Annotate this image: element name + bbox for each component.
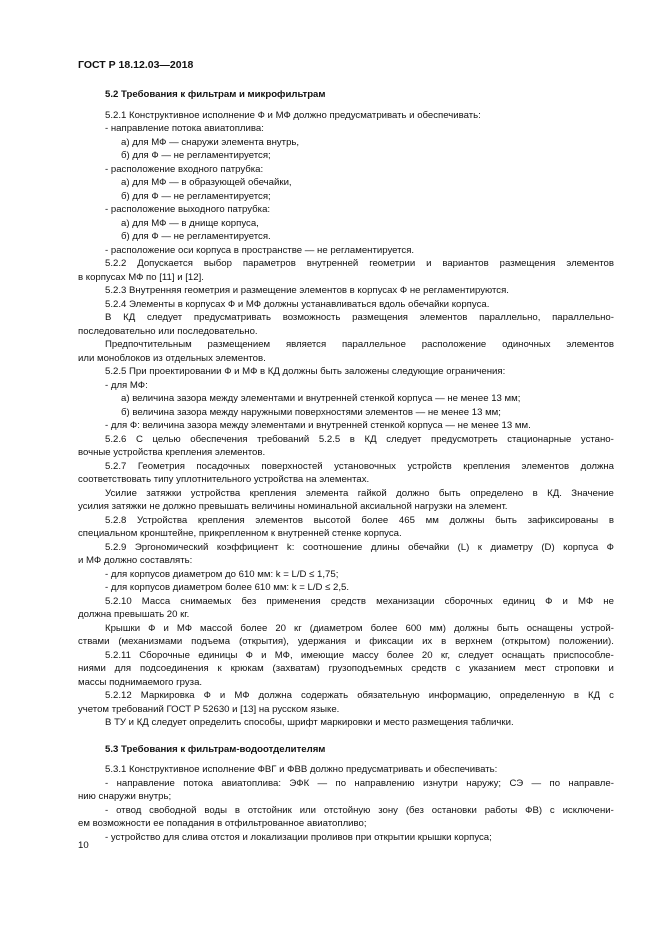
word: направле- (568, 777, 614, 789)
word: средств (411, 663, 447, 674)
word: положении). (558, 636, 614, 647)
word: параметров (242, 258, 296, 269)
text-line: нию снаружи внутрь; (78, 791, 172, 802)
word: механизации (376, 595, 435, 607)
word: КД. (547, 487, 562, 499)
word: в (441, 636, 447, 647)
text-line: а) для МФ — снаружи элемента внутрь, (121, 136, 300, 148)
word: зафиксированы (527, 514, 599, 526)
word: 5.2.6 (105, 433, 127, 445)
text-line (78, 649, 614, 663)
word: исключени- (562, 804, 614, 816)
word: целью (152, 433, 181, 445)
word: следует (458, 649, 494, 661)
word: расположение (421, 339, 487, 350)
word: элементов (419, 312, 468, 323)
text-line: - расположение выходного патрубка: (105, 204, 271, 215)
word: авиатоплива: (221, 777, 282, 789)
word: элементов (566, 339, 614, 350)
word: должно (396, 487, 430, 499)
word: в (608, 514, 614, 526)
word: подъема (191, 636, 231, 647)
text-line: - расположение входного патрубка: (105, 163, 264, 175)
word: элементов (566, 258, 614, 269)
word: средств (330, 595, 367, 607)
word: 5.2.12 (105, 690, 132, 701)
word: следует (146, 312, 183, 323)
text-line (78, 541, 614, 555)
word: должны (449, 514, 485, 526)
text-line (78, 433, 614, 447)
word: одиночных (502, 339, 551, 350)
text-line (78, 487, 614, 501)
text-line (78, 595, 614, 609)
word: обязательную (357, 690, 420, 701)
word: обечайки (408, 541, 450, 553)
word: и (426, 258, 432, 269)
word: 5.2.5 (318, 433, 341, 445)
standard-designation: ГОСТ Р 18.12.03—2018 (78, 59, 194, 71)
word: устройств (407, 460, 452, 472)
section-heading: 5.2 Требования к фильтрам и микрофильтрам (105, 89, 326, 100)
word: корпуса (563, 541, 599, 553)
text-line: в корпусах МФ по [11] и [12]. (78, 271, 204, 283)
text-line: а) для МФ — в образующей обечайки, (121, 177, 292, 188)
word: в (573, 690, 579, 701)
word: и (163, 622, 169, 634)
word: более (361, 514, 389, 526)
word: Предпочтительным (105, 339, 192, 350)
word: ФВ) (525, 804, 543, 816)
word: Маркировка (140, 690, 195, 701)
word: зону (378, 804, 398, 816)
word: высотой (313, 514, 351, 526)
word: определенную (499, 690, 565, 701)
word: свободной (149, 804, 197, 816)
word: информацию, (428, 690, 491, 701)
word: Ф (148, 622, 156, 634)
word: быть (438, 487, 461, 499)
word: или (299, 804, 317, 816)
word: КД (587, 690, 601, 701)
word: крепления (249, 487, 297, 499)
word: параллельно- (552, 312, 614, 323)
word: элемента (305, 487, 349, 499)
word: устройства (190, 487, 241, 499)
word: Устройства (137, 514, 188, 526)
word: более (386, 649, 414, 661)
word: выбор (203, 258, 232, 269)
word: ниями (78, 663, 106, 674)
word: и (608, 663, 614, 674)
text-line: В ТУ и КД следует определить способы, шрифт маркировки и место размещения таблички. (105, 717, 514, 728)
word: — (531, 777, 542, 789)
word: их (422, 636, 433, 647)
text-line (78, 460, 614, 474)
word: Ф (203, 690, 211, 701)
word: с (609, 690, 614, 701)
word: массу (352, 649, 379, 661)
word: строповки (554, 663, 600, 674)
word: сборочных (444, 595, 493, 607)
word: вариантов (442, 258, 489, 269)
word: параллельное (341, 339, 406, 350)
word: крепления (463, 460, 511, 472)
word: ЭФК (289, 777, 310, 789)
word: диаметру (490, 541, 533, 553)
word: и (562, 595, 568, 607)
word: 20 (421, 649, 433, 661)
word: Крышки (105, 622, 141, 634)
word: приспособле- (553, 649, 614, 661)
word: оснащать (501, 649, 545, 661)
word: остановки (431, 804, 477, 816)
word: воды (204, 804, 227, 816)
word: мест (524, 663, 546, 674)
text-line: б) величина зазора между наружными поверхностями элементов — не менее 13 мм; (121, 406, 501, 418)
word: Геометрия (137, 460, 185, 472)
word: кг, (440, 649, 451, 661)
word: 20 (275, 622, 286, 634)
word: Сборочные (139, 649, 190, 661)
word: С (135, 433, 143, 445)
word: верхнем (455, 636, 493, 647)
word: посадочных (196, 460, 250, 472)
word: должна (580, 460, 614, 472)
word: (захватам) (272, 663, 320, 674)
word: массой (200, 622, 233, 634)
word: СЭ (509, 777, 524, 789)
word: и (219, 690, 226, 701)
text-line (78, 662, 614, 676)
text-line: - для МФ: (105, 379, 148, 391)
text-line: - направление потока авиатоплива: (105, 123, 264, 134)
word: размещения (352, 312, 409, 323)
word: по (549, 777, 561, 789)
word: без (241, 595, 257, 607)
word: не (603, 595, 614, 607)
word: отстойник (247, 804, 292, 816)
word: и (261, 649, 267, 661)
word: Эргономический (134, 541, 209, 553)
word: Ф (245, 649, 253, 661)
word: (открытом) (501, 636, 551, 647)
text-line: 5.2.4 Элементы в корпусах Ф и МФ должны устанавливаться вдоль обечайки корпуса. (105, 298, 490, 310)
text-line: б) для Ф — не регламентируется. (121, 231, 271, 242)
word: более (370, 622, 398, 634)
word: (диаметром (309, 622, 363, 634)
text-line: и МФ должно составлять: (78, 555, 193, 566)
text-line: - для корпусов диаметром до 610 мм: k = L/D ≤ 1,75; (105, 568, 339, 580)
word: затяжки (146, 487, 182, 499)
word: возможность (282, 312, 341, 323)
word: 5.2.10 (105, 595, 132, 607)
word: размещения (499, 258, 556, 269)
section-heading: 5.3 Требования к фильтрам-водоотделителям (105, 743, 326, 755)
text-line: а) для МФ — в днище корпуса, (121, 217, 259, 229)
word: (открытия), (238, 636, 289, 647)
word: в (532, 487, 538, 499)
word: отстойную (323, 804, 371, 816)
word: мм) (429, 622, 446, 634)
word: снимаемых (180, 595, 232, 607)
word: крепления (197, 514, 245, 526)
word: предусматривать (193, 312, 271, 323)
word: установочных (334, 460, 396, 472)
document-body (78, 88, 614, 844)
text-line: 5.2.3 Внутренняя геометрия и размещение элементов в корпусах Ф не регламентируются. (105, 285, 509, 296)
text-line: - для корпусов диаметром более 610 мм: k = L/D ≤ 2,5. (105, 582, 350, 593)
word: следует (386, 433, 422, 445)
word: устрой- (580, 622, 614, 634)
word: быть (495, 514, 517, 526)
word: удержания (297, 636, 347, 647)
word: Значение (571, 487, 614, 499)
word: является (285, 339, 327, 350)
word: обеспечения (190, 433, 248, 445)
text-line: - расположение оси корпуса в пространстве — не регламентируется. (105, 244, 415, 256)
word: наружу; (466, 777, 502, 789)
word: размещением (207, 339, 271, 350)
word: элементов (521, 460, 570, 472)
word: длины (370, 541, 400, 553)
word: в (234, 804, 240, 816)
text-line: 5.3.1 Конструктивное исполнение ФВГ и ФВВ должно предусматривать и обеспечивать: (105, 764, 498, 775)
word: Ф (545, 595, 553, 607)
word: МФ (234, 690, 250, 701)
word: - (105, 804, 109, 816)
word: определено (470, 487, 524, 499)
word: гайкой (357, 487, 387, 499)
text-line: специальном кронштейне, прикрепленном к внутренней стенке корпуса. (78, 528, 402, 539)
text-line: а) величина зазора между элементами и внутренней стенкой корпуса — не менее 13 мм; (121, 393, 521, 404)
page-number: 10 (78, 840, 89, 851)
word: (без (405, 804, 424, 816)
word: стационарные (507, 433, 572, 445)
text-line: б) для Ф — не регламентируется; (121, 190, 271, 202)
word: указанием (468, 663, 516, 674)
word: более (240, 622, 268, 634)
word: поверхностей (261, 460, 323, 472)
word: и (355, 636, 361, 647)
word: КД (123, 312, 136, 323)
word: единиц (502, 595, 536, 607)
word: 5.2.7 (105, 460, 127, 472)
word: изнутри (422, 777, 458, 789)
word: единицы (198, 649, 238, 661)
word: по (335, 777, 347, 789)
text-line: последовательно или последовательно. (78, 325, 258, 337)
word: должны (453, 622, 489, 634)
word: с (455, 663, 461, 674)
word: элементов (255, 514, 303, 526)
word: 5.2.8 (105, 514, 127, 526)
text-line: 5.2.5 При проектировании Ф и МФ в КД должны быть заложены следующие ограничения: (105, 366, 506, 377)
word: коэффициент (216, 541, 279, 553)
word: МФ (578, 595, 594, 607)
word: оснащены (526, 622, 573, 634)
word: Допускается (137, 258, 193, 269)
word: КД (364, 433, 377, 445)
word: для (114, 663, 132, 674)
text-line (78, 338, 614, 352)
word: - (105, 777, 109, 789)
word: мм (425, 514, 439, 526)
text-line (78, 622, 614, 636)
text-line (78, 804, 614, 818)
word: соотношение (302, 541, 363, 553)
word: содержать (300, 690, 349, 701)
word: 465 (398, 514, 415, 526)
text-line: б) для Ф — не регламентируется; (121, 150, 271, 161)
text-line: массы поднимаемого груза. (78, 676, 203, 688)
word: (D) (541, 541, 555, 553)
word: подсоединения (139, 663, 209, 674)
word: Ф (606, 541, 614, 553)
word: должна (258, 690, 292, 701)
word: в (349, 433, 355, 445)
word: работы (484, 804, 518, 816)
word: ствами (78, 636, 110, 647)
word: быть (496, 622, 519, 634)
text-line (78, 689, 614, 703)
word: с (549, 804, 555, 816)
word: МФ, (274, 649, 293, 661)
word: направлению (354, 777, 415, 789)
word: 5.2.9 (105, 541, 127, 553)
word: к (477, 541, 482, 553)
word: направление (116, 777, 175, 789)
text-line (78, 514, 614, 528)
word: k: (286, 541, 295, 553)
text-line: - устройство для слива отстоя и локализации проливов при открытии крышки корпуса; (105, 831, 492, 843)
text-line: учетом требований ГОСТ Р 52630 и [13] на русском языке. (78, 703, 340, 715)
word: Масса (141, 595, 171, 607)
text-line: соответствовать типу уплотнительного устройства на элементах. (78, 474, 370, 485)
word: внутренней (306, 258, 359, 269)
word: применения (266, 595, 321, 607)
word: Усилие (105, 487, 137, 499)
word: (механизмами (118, 636, 183, 647)
text-line: вочные устройства крепления элементов. (78, 447, 266, 458)
text-line (78, 635, 614, 649)
section-52-text (78, 109, 614, 730)
word: предусмотреть (431, 433, 498, 445)
word: (L) (457, 541, 470, 553)
text-line (78, 777, 614, 791)
word: устано- (580, 433, 614, 445)
text-line: или моноблоков из отдельных элементов. (78, 352, 266, 364)
word: крюкам (230, 663, 264, 674)
word: требований (257, 433, 310, 445)
text-line: 5.2.1 Конструктивное исполнение Ф и МФ должно предусматривать и обеспечивать: (105, 109, 481, 121)
word: 600 (405, 622, 422, 634)
text-line (78, 311, 614, 325)
word: МФ (176, 622, 193, 634)
word: кг (294, 622, 302, 634)
section-53-text (78, 763, 614, 844)
text-line (78, 257, 614, 271)
word: фиксации (369, 636, 414, 647)
text-line: ем возможности ее попадания в отфильтрованное авиатопливо; (78, 818, 367, 829)
text-line: - для Ф: величина зазора между элементами и внутренней стенкой корпуса — не менее 13 мм. (105, 420, 531, 431)
word: грузоподъемных (328, 663, 403, 674)
word: отвод (116, 804, 142, 816)
word: параллельно, (479, 312, 541, 323)
word: 5.2.11 (105, 649, 131, 661)
word: имеющие (300, 649, 344, 661)
text-line: усилия затяжки не должно превышать величины номинальной аксиальной нагрузки на элемент. (78, 501, 508, 512)
word: к (217, 663, 222, 674)
word: потока (183, 777, 213, 789)
text-line: должна превышать 20 кг. (78, 609, 190, 620)
word: геометрии (369, 258, 416, 269)
word: В (105, 312, 112, 323)
word: 5.2.2 (105, 258, 127, 269)
word: — (317, 777, 328, 789)
